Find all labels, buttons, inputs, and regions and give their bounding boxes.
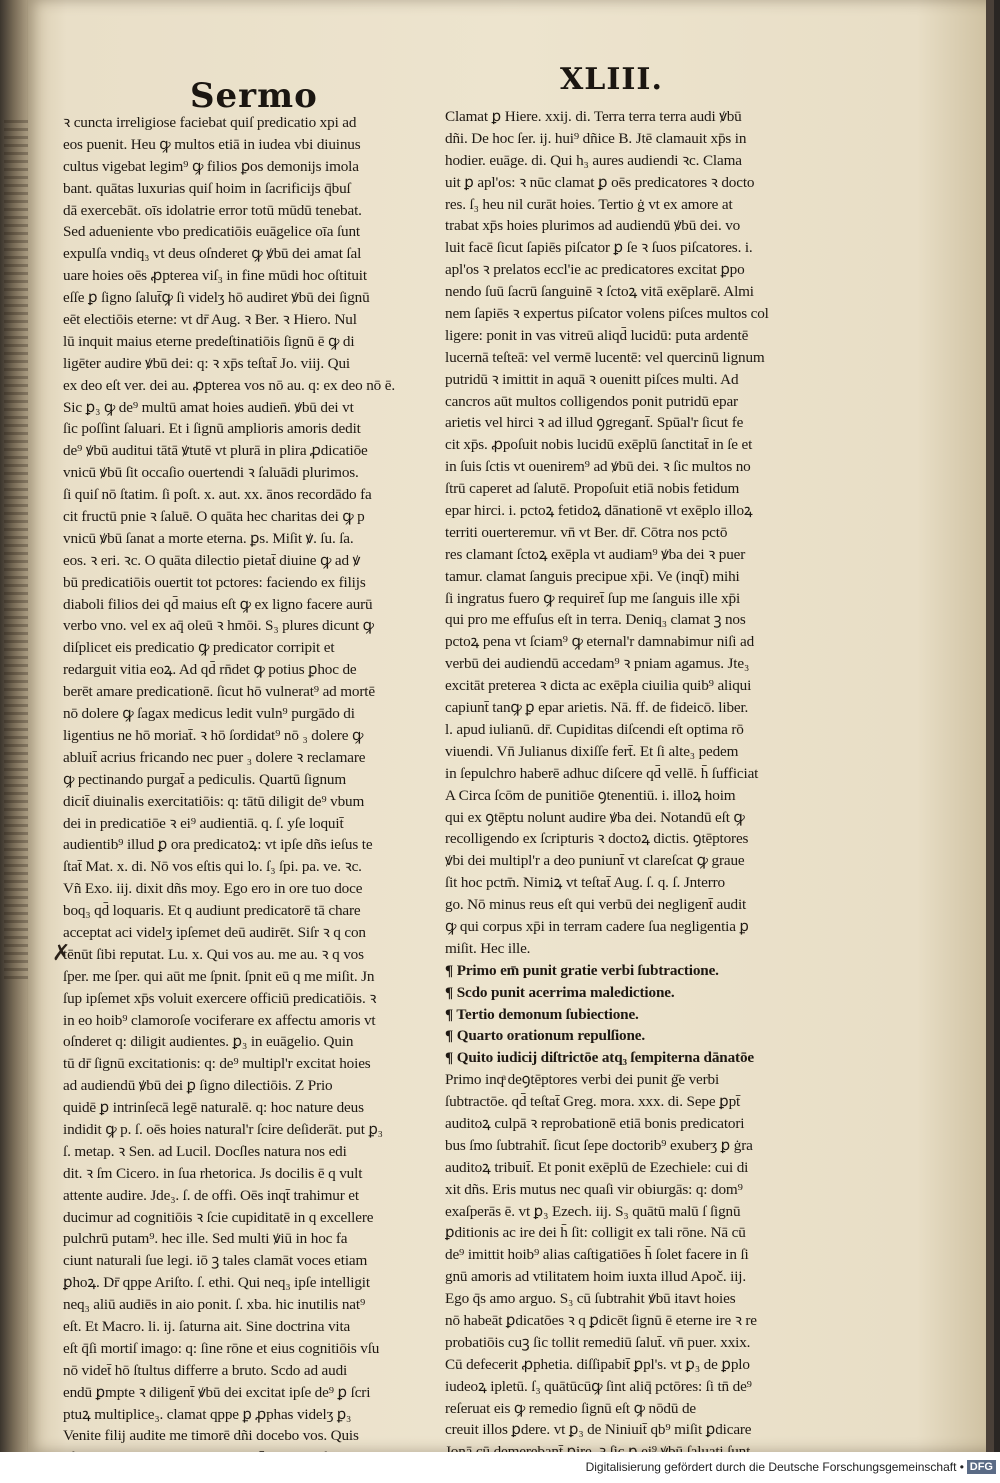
text-line: cancros aūt multos colligendos ponit putridū epar (445, 392, 738, 410)
text-line: Ego q̄s amo arguo. S₃ cū ſubtrahit ꝟbū itavt hoies (445, 1290, 736, 1308)
text-line: ſi quiſ nō ſtatim. ſi poſt. x. aut. xx. ānos recordādo fa (63, 486, 372, 504)
text-line: audientib⁹ illud ꝑ ora predicatoꝝ: vt ipſe dñs ieſus te (63, 836, 373, 854)
text-line: bant. quātas luxurias quiſ hoim in ſacrificijs q̄buſ (63, 179, 351, 197)
text-line: Sic ꝑ₃ ꝙ de⁹ multū amat hoies audien̄. ꝟbū dei vt (63, 398, 354, 416)
text-line: verbū dei audiendū accedam⁹ ꝛ pniam agamus. Jte₃ (445, 655, 750, 673)
marginal-mark: ✗ (52, 941, 71, 966)
text-line: hodier. euāge. di. Qui h₃ aures audiendi ꝛc. Clama (445, 151, 742, 169)
text-line: eēt electiōis eterne: vt dr̄ Aug. ꝛ Ber. ꝛ Hiero. Nul (63, 311, 357, 329)
text-line: ꝟbi dei multipl'r a deo puniunt̄ vt clareſcat ꝙ graue (445, 852, 745, 870)
text-line: exaſperās ē. vt ꝑ₃ Ezech. iij. S₃ quātū malū ſ ſignū (445, 1202, 741, 1220)
text-line: de⁹ ꝟbū auditui tātā ꝟtutē vt plurā in plira ꝓdicatiōe (63, 442, 368, 460)
text-line: attente audire. Jde₃. ſ. de offi. Oēs inqt̄ trahimur et (63, 1186, 359, 1204)
text-column-left (63, 112, 435, 1469)
text-line: eſt. Et Macro. li. ij. ſaturna ait. Sine doctrina vita (63, 1317, 351, 1335)
text-line: Sed adueniente vbo predicatiōis euāgelice oīa ſunt (63, 223, 360, 241)
text-line: dicit̄ diuinalis exercitatiōis: q: tātū diligit de⁹ vbum (63, 792, 365, 810)
text-line: Venite filij audite me timorē dñi docebo vos. Quis (63, 1427, 359, 1445)
text-line: in ſepulchro haberē adhuc diſcere qd̄ vellē. h̄ ſufficiat (445, 764, 759, 782)
text-line: ¶ Primo em̄ punit gratie verbi ſubtractione. (445, 961, 719, 979)
text-line: bū predicatiōis ouertit tot pctores: faciendo ex filijs (63, 573, 366, 591)
text-line: ſtat̄ Mat. x. di. Nō vos eſtis qui lo. ſ₃ ſpi. pa. ve. ꝛc. (63, 858, 362, 876)
text-line: qui ex ꝯtēptu nolunt audire ꝟba dei. Notandū eſt ꝙ (445, 808, 745, 826)
text-line: verbo vno. vel ex aq̄ oleū ꝛ hmōi. S₃ plures dicunt ꝙ (63, 617, 374, 635)
text-line: apl'os ꝛ prelatos eccl'ie ac predicatores excitat ꝑpo (445, 261, 745, 279)
text-line: auditoꝝ tribuit̄. Et ponit exēplū de Ezechiele: cui di (445, 1158, 749, 1176)
text-line: Clamat ꝑ Hiere. xxij. di. Terra terra terra audi ꝟbū (445, 108, 742, 125)
text-line: territi ouerteremur. vn̄ vt Ber. dr̄. Cōtra nos pctō (445, 523, 728, 541)
text-line: de⁹ imittit hoib⁹ alias caſtigatiōes h̄ ſolet facere in ſi (445, 1246, 749, 1264)
page-edge-right (986, 0, 994, 1452)
running-header-left: Sermo (190, 76, 318, 116)
text-line: nendo ſuū ſacrū ſanguinē ꝛ ſctoꝝ vitā exēplarē. Almi (445, 283, 754, 301)
text-line: eſt q̄ſi mortiſ imago: q: ſine rōne et eius cognitiōis vſu (63, 1339, 380, 1357)
text-line: in ſuis ſctis vt ouenirem⁹ ad ꝟbū dei. ꝛ ſic multos no (445, 458, 751, 476)
text-line: ſi ingratus fuero ꝙ requiret̄ ſup me ſanguis ille xp̄i (445, 589, 741, 607)
text-line: endū ꝑmpte ꝛ diligent̄ ꝟbū dei excitat ipſe de⁹ ꝑ ſcri (63, 1383, 371, 1401)
text-line: dit. ꝛ ſm Cicero. in ſua rhetorica. Js docilis ē q vult (63, 1164, 363, 1182)
text-line: ꝙ qui corpus xp̄i in terram cadere ſua negligentia ꝑ (445, 917, 749, 935)
text-line: redarguit vitia eoꝝ. Ad qd̄ rn̄det ꝙ potius ꝑhoc de (63, 661, 357, 679)
text-line: ptuꝝ multiplice₃. clamat qppe ꝑ ꝓphas videlʒ ꝑ₃ (63, 1405, 352, 1423)
text-line: ¶ Tertio demonum ſubiectione. (445, 1005, 639, 1023)
text-line: boq₃ qd̄ loquaris. Et q audiunt predicatorē tā chare (63, 902, 361, 920)
text-line: auditoꝝ culpā ꝛ reprobationē etiā bonis predicatori (445, 1114, 745, 1132)
text-line: eſſe ꝑ ſigno ſalut̄ꝙ ſi videlʒ hō audiret ꝟbū dei ſignū (63, 289, 370, 307)
text-line: eos puenit. Heu ꝙ multos etiā in iudea vbi diuinus (63, 135, 361, 153)
folio-number: XLIII. (560, 62, 663, 97)
digitization-footer (0, 1452, 1000, 1483)
text-line: ¶ Quito iudicij diſtrictōe atq₃ ſempiterna dānatōe (445, 1049, 754, 1067)
text-line: recolligendo ex ſcripturis ꝛ doctoꝝ dictis. ꝯtēptores (445, 830, 749, 848)
text-line: ligentius ne hō moriat̄. ꝛ hō ſordidat⁹ nō ₃ dolere ꝙ (63, 726, 364, 744)
text-line: ꝙ pectinando purgat̄ a pediculis. Quartū ſignum (63, 770, 347, 788)
text-line: ciunt naturali ſue legi. iō ꝫ tales clamāt voces etiam (63, 1252, 368, 1270)
text-line: neq₃ aliū audiēs in aio ponit. ſ. xba. hic inutilis nat⁹ (63, 1296, 366, 1314)
text-line: tēnūt ſibi reputat. Lu. x. Qui vos au. me au. ꝛ q vos (63, 945, 364, 963)
text-line: uit ꝑ apl'os: ꝛ nūc clamat ꝑ oēs predicatores ꝛ docto (445, 173, 755, 191)
text-line: creuit illos ꝑdere. vt ꝑ₃ de Niniuit̄ qb⁹ miſit ꝑdicare (445, 1421, 752, 1439)
text-line: nō habeāt ꝑdicatōes ꝛ q ꝑdicēt ſignū ē eterne ire ꝛ re (445, 1311, 757, 1329)
text-line: ad audiendū ꝟbū dei ꝑ ſigno dilectiōis. Z Prio (63, 1077, 333, 1095)
text-line: lū inquit maius eterne predeſtinatiōis ſignū ē ꝙ di (63, 332, 355, 350)
text-line: viuendi. Vn̄ Julianus dixiſſe fert̄. Et ſi alte₃ pedem (445, 742, 739, 760)
text-line: arietis vel hirci ꝛ ad illud ꝯgregant̄. Spūal'r ſicut fe (445, 414, 744, 432)
text-line: vnicū ꝟbū ſanat a morte eterna. ꝑs. Miſit ꝟ. ſu. ſa. (63, 529, 354, 547)
text-line: dei in predicatiōe ꝛ ei⁹ audientiā. q. ſ. yſe loquit̄ (63, 814, 344, 832)
text-line: eos. ꝛ eri. ꝛc. O quāta dilectio pietat̄ diuine ꝙ ad ꝟ (63, 551, 361, 569)
text-column-right (445, 106, 822, 1463)
text-line: ꝑditionis ac ire dei h̄ ſit: colligit ex tali rōne. Nā cū (445, 1224, 746, 1242)
text-line: in eo hoib⁹ clamoroſe vociferare ex affectu amoris vt (63, 1011, 376, 1029)
text-line: indidit ꝙ p. ſ. oēs hoies natural'r ſcire deſiderāt. put ꝑ₃ (63, 1120, 383, 1138)
footer-credit-text: Digitalisierung gefördert durch die Deutsche Forschungsgemeinschaft (585, 1460, 957, 1474)
text-line: epar hirci. i. pctoꝝ fetidoꝝ dānationē vt exēplo illoꝝ (445, 502, 753, 520)
text-line: dā exercebāt. oīs idolatrie error totū mūdū tenebat. (63, 201, 362, 219)
text-line: xit dñs. Eris mutus nec quaſi vir obiurgās: q: dom⁹ (445, 1180, 743, 1198)
text-line: ſubtractōe. qd̄ teſtat̄ Greg. mora. xxx. di. Sepe ꝑpt̄ (445, 1093, 741, 1111)
text-line: go. Nō minus reus eſt qui verbū dei negligent̄ audit (445, 896, 747, 914)
text-line: excitāt preterea ꝛ dicta ac exēpla ciuilia quib⁹ aliqui (445, 677, 752, 695)
text-line: nō videt̄ hō ſtultus differre a bruto. Scdo ad audi (63, 1361, 348, 1379)
text-line: res clamant ſctoꝝ exēpla vt audiam⁹ ꝟba dei ꝛ puer (445, 545, 746, 563)
text-line: cit fructū pnie ꝛ ſaluē. O quāta hec charitas dei ꝙ p (63, 508, 365, 526)
text-line: expulſa vndiq₃ vt deus oſnderet ꝙ ꝟbū dei amat ſal (63, 245, 362, 263)
text-line: reſeruat eis ꝙ remedio ſignū eſt ꝙ nōdū de (445, 1399, 696, 1417)
text-line: miſit. Hec ille. (445, 939, 531, 957)
text-line: cultus vigebat legim⁹ ꝙ filios ꝑos demonijs imola (63, 157, 359, 175)
footer-credit (586, 1460, 964, 1474)
text-line: uare hoies oēs ꝓpterea viſ₃ in fine mūdi hoc oſtituit (63, 267, 367, 285)
footer-separator: • (959, 1460, 964, 1474)
text-line: vnicū ꝟbū ſit occaſio ouertendi ꝛ ſaluādi plurimos. (63, 464, 359, 482)
text-line: pctoꝝ pena vt ſciam⁹ ꝙ eternal'r damnabimur niſi ad (445, 633, 755, 651)
text-line: capiunt̄ tanꝙ ꝑ epar arietis. Nā. ff. de fideicō. liber. (445, 699, 749, 717)
text-line: ligere: ponit in vas vitreū aliqd̄ lucidū: puta ardentē (445, 326, 749, 344)
text-line: ¶ Quarto orationum repulſione. (445, 1027, 646, 1045)
text-line: ducimur ad cognitiōis ꝛ ſcie cupiditatē in q excellere (63, 1208, 374, 1226)
text-line: Vñ Exo. iij. dixit dñs moy. Ego ero in ore tuo doce (63, 880, 363, 898)
text-line: ſ. metap. ꝛ Sen. ad Lucil. Docſles natura nos edi (63, 1142, 347, 1160)
text-line: l. apud iulianū. dr̄. Cupiditas diſcendi eſt optima rō (445, 720, 744, 738)
text-line: cit xp̄s. ꝓpoſuit nobis lucidū exēplū ſanctitat̄ in ſe et (445, 436, 753, 454)
text-line: ſper. me ſper. qui aūt me ſpnit. ſpnit eū q me miſit. Jn (63, 967, 375, 985)
text-line: abluit̄ acrius fricando nec puer ₃ dolere ꝛ reclamare (63, 748, 366, 766)
text-line: res. ſ₃ heu nil curāt hoies. Tertio ġ vt ex amore at (445, 195, 733, 213)
text-line: nem ſapiēs ꝛ expertus piſcator volens piſces multos col (445, 305, 769, 323)
text-line: gnū amoris ad vtilitatem hoim iuxta illud Apoč. iij. (445, 1268, 746, 1286)
text-line: Primo inqͣ deꝯtēptores verbi dei punit ġ̄e verbi (445, 1071, 720, 1089)
text-line: luit facē ſicut ſapiēs piſcator ꝑ ſe ꝛ ſuos piſcatores. i. (445, 239, 753, 257)
text-line: A Circa ſcōm de punitiōe ꝯtenentiū. i. illoꝝ hoim (445, 786, 736, 804)
text-line: Cū defecerit ꝓphetia. diſſipabit̄ ꝑpl's. vt ꝑ₃ de ꝑplo (445, 1355, 750, 1373)
text-line: berēt amare predicationē. ſicut hō vulnerat⁹ ad mortē (63, 683, 375, 701)
text-line: nō dolere ꝙ ſagax medicus ledit vuln⁹ purgādo di (63, 705, 355, 723)
text-line: probatiōis cuꝫ ſic tollit remediū ſalut̄. vn̄ puer. xxix. (445, 1333, 751, 1351)
text-line: iudeoꝝ ipletū. ſ₃ quātūcūꝙ ſint aliq̄ pctōres: ſi tn̄ de⁹ (445, 1377, 752, 1395)
text-line: putridū ꝛ imittit in aquā ꝛ ouenitt piſces multi. Ad (445, 370, 739, 388)
dfg-logo: DFG (967, 1460, 996, 1474)
text-line: quidē ꝑ intrinſecā legē naturalē. q: hoc nature deus (63, 1099, 364, 1117)
text-line: bus ſmo ſubtrahit̄. ſicut ſepe doctorib⁹ exuberʒ ꝑ ġra (445, 1136, 753, 1154)
text-line: ¶ Scdo punit acerrima maledictione. (445, 983, 675, 1001)
text-line: diaboli filios dei qd̄ maius eſt ꝙ ex ligno facere aurū (63, 595, 373, 613)
text-line: pulchrū putam⁹. hec ille. Sed multi ꝟiū in hoc fa (63, 1230, 348, 1248)
text-line: ex deo eſt ver. dei au. ꝓpterea vos nō au. q: ex deo nō ē. (63, 376, 396, 394)
text-line: ſit hoc pctm̄. Nimiꝝ vt teſtat̄ Aug. ſ. q. ſ. Jnterro (445, 874, 725, 892)
text-line: qui pro me effuſus eſt in terra. Deniq₃ clamat ꝫ nos (445, 611, 746, 629)
text-line: tū dr̄ ſignū excitationis: q: de⁹ multipl'r excitat hoies (63, 1055, 371, 1073)
text-line: acceptat aci videlʒ ipſemet deū audirēt. Siſr ꝛ q con (63, 923, 366, 941)
text-line: tamur. clamat ſanguis precipue xp̄i. Ve (inqt̄) mihi (445, 567, 740, 585)
text-line: ſic poſſint ſaluari. Et i ſignū amplioris amoris dedit (63, 420, 361, 438)
text-line: ſup ipſemet xp̄s voluit exercere officiū predicatiōis. ꝛ (63, 989, 377, 1007)
text-line: oſnderet q: diligit audientes. ꝑ₃ in euāgelio. Quin (63, 1033, 354, 1051)
text-line: ꝑhoꝝ. Dr̄ qppe Ariſto. ſ. ethi. Qui neq₃ ipſe intelligit (63, 1274, 370, 1292)
text-line: ſtrū caperet ad ſalutē. Propoſuit etiā nobis fetidum (445, 480, 740, 498)
text-line: diſplicet eis predicatio ꝙ predicator corripit et (63, 639, 335, 657)
text-line: ligēter audire ꝟbū dei: q: ꝛ xp̄s teſtat̄ Jo. viij. Qui (63, 354, 350, 372)
text-line: ꝛ cuncta irreligiose faciebat quiſ predicatio xpi ad (63, 114, 357, 131)
text-line: lucernā teſteā: vel vermē lucentē: vel quercinū lignum (445, 348, 765, 366)
text-line: dñi. De hoc ſer. ij. hui⁹ dñice B. Jtē clamauit xp̄s in (445, 129, 747, 147)
text-line: trabat xp̄s hoies plurimos ad audiendū ꝟbū dei. vo (445, 217, 741, 235)
